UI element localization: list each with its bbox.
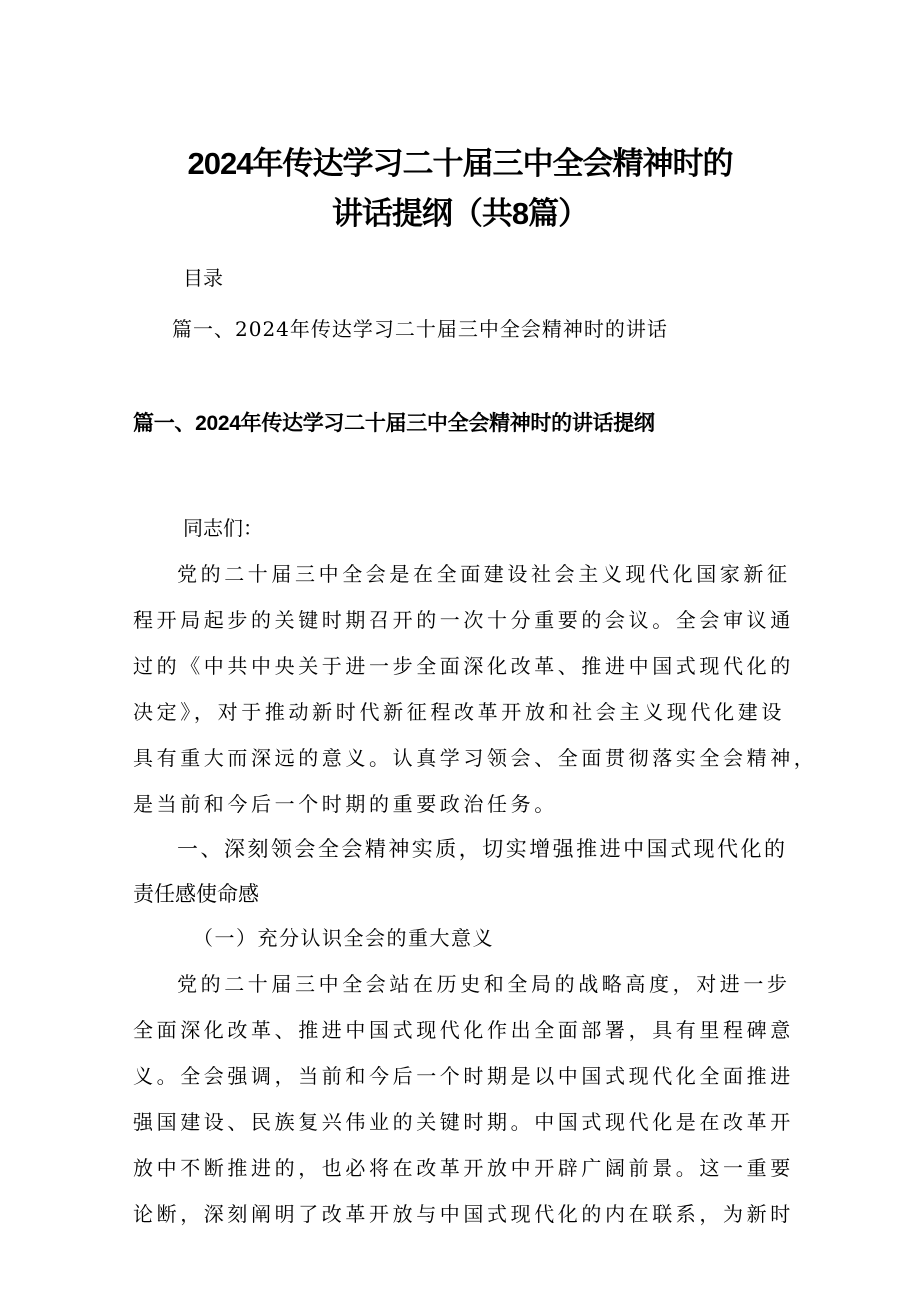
heading-1-line: 责任感使命感 (133, 882, 259, 906)
subheading-1: （一）充分认识全会的重大意义 (193, 926, 494, 950)
heading-1-line: 一、深刻领会全会精神实质，切实增强推进中国式现代化的 (177, 837, 785, 861)
paragraph-2-line: 强国建设、民族复兴伟业的关键时期。中国式现代化是在改革开 (133, 1110, 794, 1134)
paragraph-2-line: 论断，深刻阐明了改革开放与中国式现代化的内在联系，为新时 (133, 1202, 794, 1226)
salutation: 同志们： (183, 516, 263, 540)
paragraph-2-line: 全面深化改革、推进中国式现代化作出全面部署，具有里程碑意 (133, 1018, 794, 1042)
toc-item[interactable]: 篇一、2024年传达学习二十届三中全会精神时的讲话 (172, 317, 668, 341)
document-title-line-1: 2024年传达学习二十届三中全会精神时的 (187, 146, 733, 181)
paragraph-2-line: 党的二十届三中全会站在历史和全局的战略高度，对进一步 (177, 972, 791, 996)
paragraph-1-line: 过的《中共中央关于进一步全面深化改革、推进中国式现代化的 (133, 654, 794, 678)
toc-label: 目录 (183, 266, 223, 290)
paragraph-1-line: 是当前和今后一个时期的重要政治任务。 (133, 792, 558, 816)
section-heading: 篇一、2024年传达学习二十届三中全会精神时的讲话提纲 (133, 412, 655, 435)
paragraph-2-line: 放中不断推进的，也必将在改革开放中开辟广阔前景。这一重要 (133, 1156, 794, 1180)
document-title-line-2: 讲话提纲（共8篇） (331, 196, 589, 231)
paragraph-1-line: 决定》，对于推动新时代新征程改革开放和社会主义现代化建设 (133, 700, 785, 724)
paragraph-1-line: 党的二十届三中全会是在全面建设社会主义现代化国家新征 (177, 562, 791, 586)
paragraph-1-line: 具有重大而深远的意义。认真学习领会、全面贯彻落实全会精神， (133, 746, 818, 770)
paragraph-1-line: 程开局起步的关键时期召开的一次十分重要的会议。全会审议通 (133, 608, 794, 632)
paragraph-2-line: 义。全会强调，当前和今后一个时期是以中国式现代化全面推进 (133, 1064, 794, 1088)
